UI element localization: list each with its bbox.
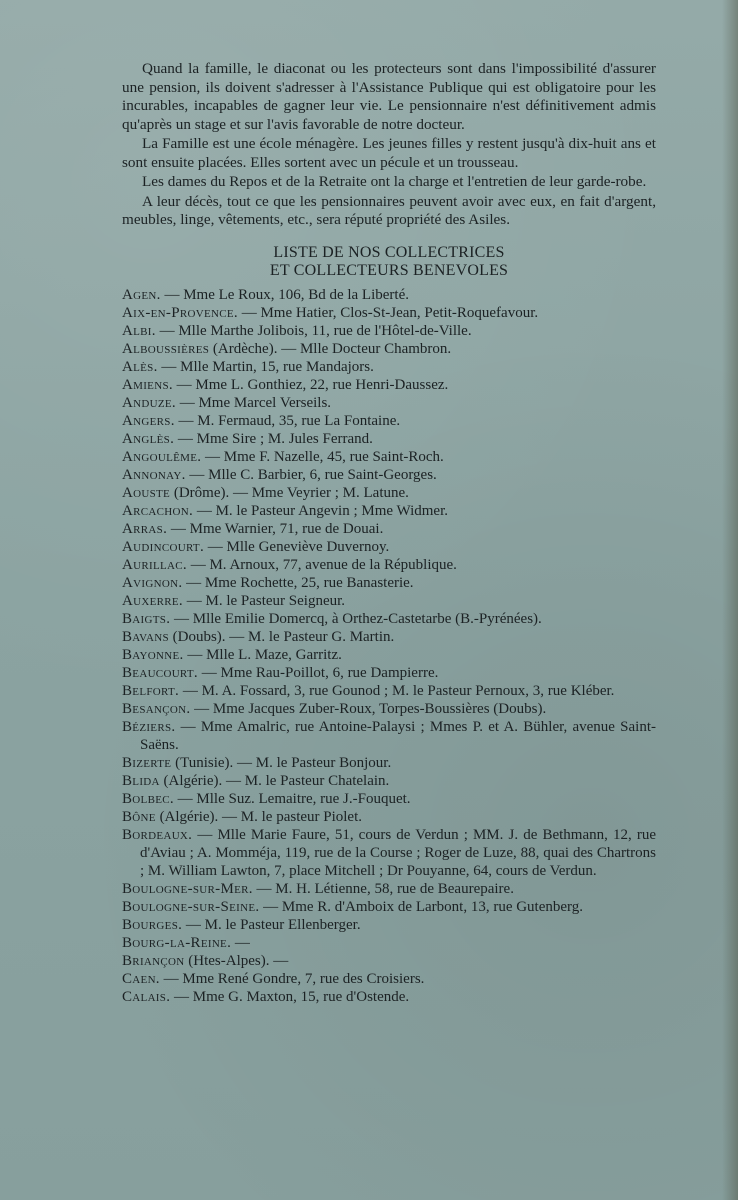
entry-text: — Mme F. Nazelle, 45, rue Saint-Roch. [201,448,444,465]
collector-list [122,286,656,1006]
list-entry [122,430,656,448]
paragraph-assistance: Quand la famille, le diaconat ou les protecteurs sont dans l'impossibilité d'assurer une pension, ils doivent s'adresser à l'Assistance Publique qui est obligatoire pour les incurables, incapables de gagner leur vie. Le pensionnaire n'est définitivement admis qu'après un stage et sur l'avis favorable de notre docteur. [122,60,656,133]
paragraph-famille: La Famille est une école ménagère. Les jeunes filles y restent jusqu'à dix-huit ans et sont ensuite placées. Elles sortent avec un pécule et un trousseau. [122,135,656,171]
list-entry [122,520,656,538]
entry-city: Aix-en-Provence. [122,304,238,321]
entry-city: Albi. [122,322,156,339]
entry-text: — [231,934,250,951]
list-entry [122,808,656,826]
entry-city: Baigts. [122,610,171,627]
list-entry [122,394,656,412]
entry-city: Bolbec. [122,790,174,807]
list-title-line-1: LISTE DE NOS COLLECTRICES [273,243,505,261]
list-entry [122,412,656,430]
list-entry [122,556,656,574]
list-entry [122,934,656,952]
list-title-line-2: ET COLLECTEURS BENEVOLES [269,261,509,279]
entry-city: Alboussières [122,340,210,357]
entry-city: Audincourt. [122,538,204,555]
entry-city: Anduze. [122,394,176,411]
entry-text: — M. Fermaud, 35, rue La Fontaine. [174,412,401,429]
entry-text: — Mlle Marie Faure, 51, cours de Verdun ; MM. J. de Bethmann, 12, rue d'Aviau ; A. Momméja, 119, rue de la Course ; Roger de Luze, 88, quai des Chartrons ; M. William Lawton, 7, place Mitchell ; Dr Pouyanne, 64, cours de Verdun. [140,826,656,879]
entry-city: Alès. [122,358,158,375]
entry-text: — Mme René Gondre, 7, rue des Croisiers. [159,970,425,987]
list-title [122,244,656,280]
entry-city: Annonay. [122,466,186,483]
entry-city: Béziers. [122,718,176,735]
list-entry [122,304,656,322]
list-entry [122,376,656,394]
entry-text: — Mme Amalric, rue Antoine-Palaysi ; Mmes P. et A. Bühler, avenue Saint-Saëns. [140,718,656,753]
entry-text: (Algérie). — M. le pasteur Piolet. [155,808,363,825]
list-entry [122,988,656,1006]
entry-city: Arcachon. [122,502,194,519]
entry-city: Bizerte [122,754,172,771]
entry-text: (Ardèche). — Mlle Docteur Chambron. [209,340,452,357]
entry-city: Angers. [122,412,175,429]
list-entry [122,448,656,466]
entry-text: — Mlle L. Maze, Garritz. [183,646,342,663]
list-entry [122,952,656,970]
entry-text: (Doubs). — M. le Pasteur G. Martin. [168,628,395,645]
entry-city: Boulogne-sur-Seine. [122,898,260,915]
entry-text: — Mme G. Maxton, 15, rue d'Ostende. [170,988,410,1005]
entry-city: Briançon [122,952,185,969]
list-entry [122,484,656,502]
entry-text: (Tunisie). — M. le Pasteur Bonjour. [171,754,392,771]
list-entry [122,286,656,304]
list-entry [122,466,656,484]
paragraph-garde-robe: Les dames du Repos et de la Retraite ont la charge et l'entretien de leur garde-robe. [142,173,647,190]
entry-text: — M. le Pasteur Ellenberger. [182,916,361,933]
list-entry [122,700,656,718]
entry-city: Anglès. [122,430,175,447]
entry-city: Avignon. [122,574,183,591]
entry-text: — Mlle Emilie Domercq, à Orthez-Castetarbe (B.-Pyrénées). [170,610,542,627]
entry-city: Amiens. [122,376,173,393]
entry-text: — Mlle Geneviève Duvernoy. [204,538,390,555]
entry-text: — Mlle Suz. Lemaitre, rue J.-Fouquet. [173,790,411,807]
list-entry [122,502,656,520]
list-entry [122,340,656,358]
page-content [122,60,656,1006]
entry-city: Aurillac. [122,556,187,573]
list-entry [122,772,656,790]
entry-text: — Mme Rau-Poillot, 6, rue Dampierre. [197,664,439,681]
entry-text: — M. Arnoux, 77, avenue de la République. [186,556,457,573]
entry-city: Agen. [122,286,161,303]
entry-text: — Mlle Martin, 15, rue Mandajors. [157,358,374,375]
list-entry [122,646,656,664]
list-entry [122,628,656,646]
list-entry [122,916,656,934]
entry-city: Auxerre. [122,592,183,609]
list-entry [122,574,656,592]
entry-text: — Mme Hatier, Clos-St-Jean, Petit-Roquefavour. [237,304,539,321]
entry-text: — Mlle C. Barbier, 6, rue Saint-Georges. [185,466,437,483]
entry-text: — Mme R. d'Amboix de Larbont, 13, rue Gutenberg. [259,898,584,915]
list-entry [122,664,656,682]
entry-text: — Mme Jacques Zuber-Roux, Torpes-Boussières (Doubs). [190,700,547,717]
list-entry [122,718,656,754]
entry-text: — M. le Pasteur Angevin ; Mme Widmer. [193,502,449,519]
entry-city: Angoulême. [122,448,202,465]
list-entry [122,322,656,340]
entry-city: Bourg-la-Reine. [122,934,232,951]
entry-city: Bayonne. [122,646,184,663]
page-edge-shadow [722,0,738,1200]
list-entry [122,880,656,898]
entry-text: — M. le Pasteur Seigneur. [182,592,346,609]
entry-city: Belfort. [122,682,180,699]
entry-city: Blida [122,772,160,789]
list-entry [122,592,656,610]
list-entry [122,826,656,880]
paragraph-deces: A leur décès, tout ce que les pensionnaires peuvent avoir avec eux, en fait d'argent, meubles, linge, vêtements, etc., sera réputé propriété des Asiles. [122,192,656,228]
entry-text: — Mlle Marthe Jolibois, 11, rue de l'Hôtel-de-Ville. [155,322,472,339]
entry-text: — M. A. Fossard, 3, rue Gounod ; M. le Pasteur Pernoux, 3, rue Kléber. [179,682,615,699]
entry-text: — Mme Marcel Verseils. [175,394,332,411]
list-entry [122,358,656,376]
list-entry [122,970,656,988]
entry-city: Aouste [122,484,171,501]
entry-text: (Drôme). — Mme Veyrier ; M. Latune. [170,484,409,501]
list-entry [122,538,656,556]
entry-text: — Mme Rochette, 25, rue Banasterie. [182,574,414,591]
entry-city: Bourges. [122,916,183,933]
entry-city: Boulogne-sur-Mer. [122,880,253,897]
entry-text: (Htes-Alpes). — [184,952,289,969]
entry-city: Calais. [122,988,171,1005]
entry-city: Bordeaux. [122,826,193,843]
list-entry [122,610,656,628]
entry-text: — Mme Sire ; M. Jules Ferrand. [174,430,373,447]
entry-city: Besançon. [122,700,191,717]
entry-city: Beaucourt. [122,664,198,681]
entry-text: — Mme L. Gonthiez, 22, rue Henri-Daussez. [172,376,449,393]
entry-text: — Mme Le Roux, 106, Bd de la Liberté. [160,286,409,303]
entry-text: (Algérie). — M. le Pasteur Chatelain. [159,772,390,789]
entry-city: Bavans [122,628,169,645]
entry-city: Arras. [122,520,168,537]
entry-city: Bône [122,808,156,825]
list-entry [122,898,656,916]
list-entry [122,790,656,808]
list-entry [122,682,656,700]
entry-text: — M. H. Létienne, 58, rue de Beaurepaire. [252,880,514,897]
entry-city: Caen. [122,970,160,987]
list-entry [122,754,656,772]
entry-text: — Mme Warnier, 71, rue de Douai. [167,520,384,537]
